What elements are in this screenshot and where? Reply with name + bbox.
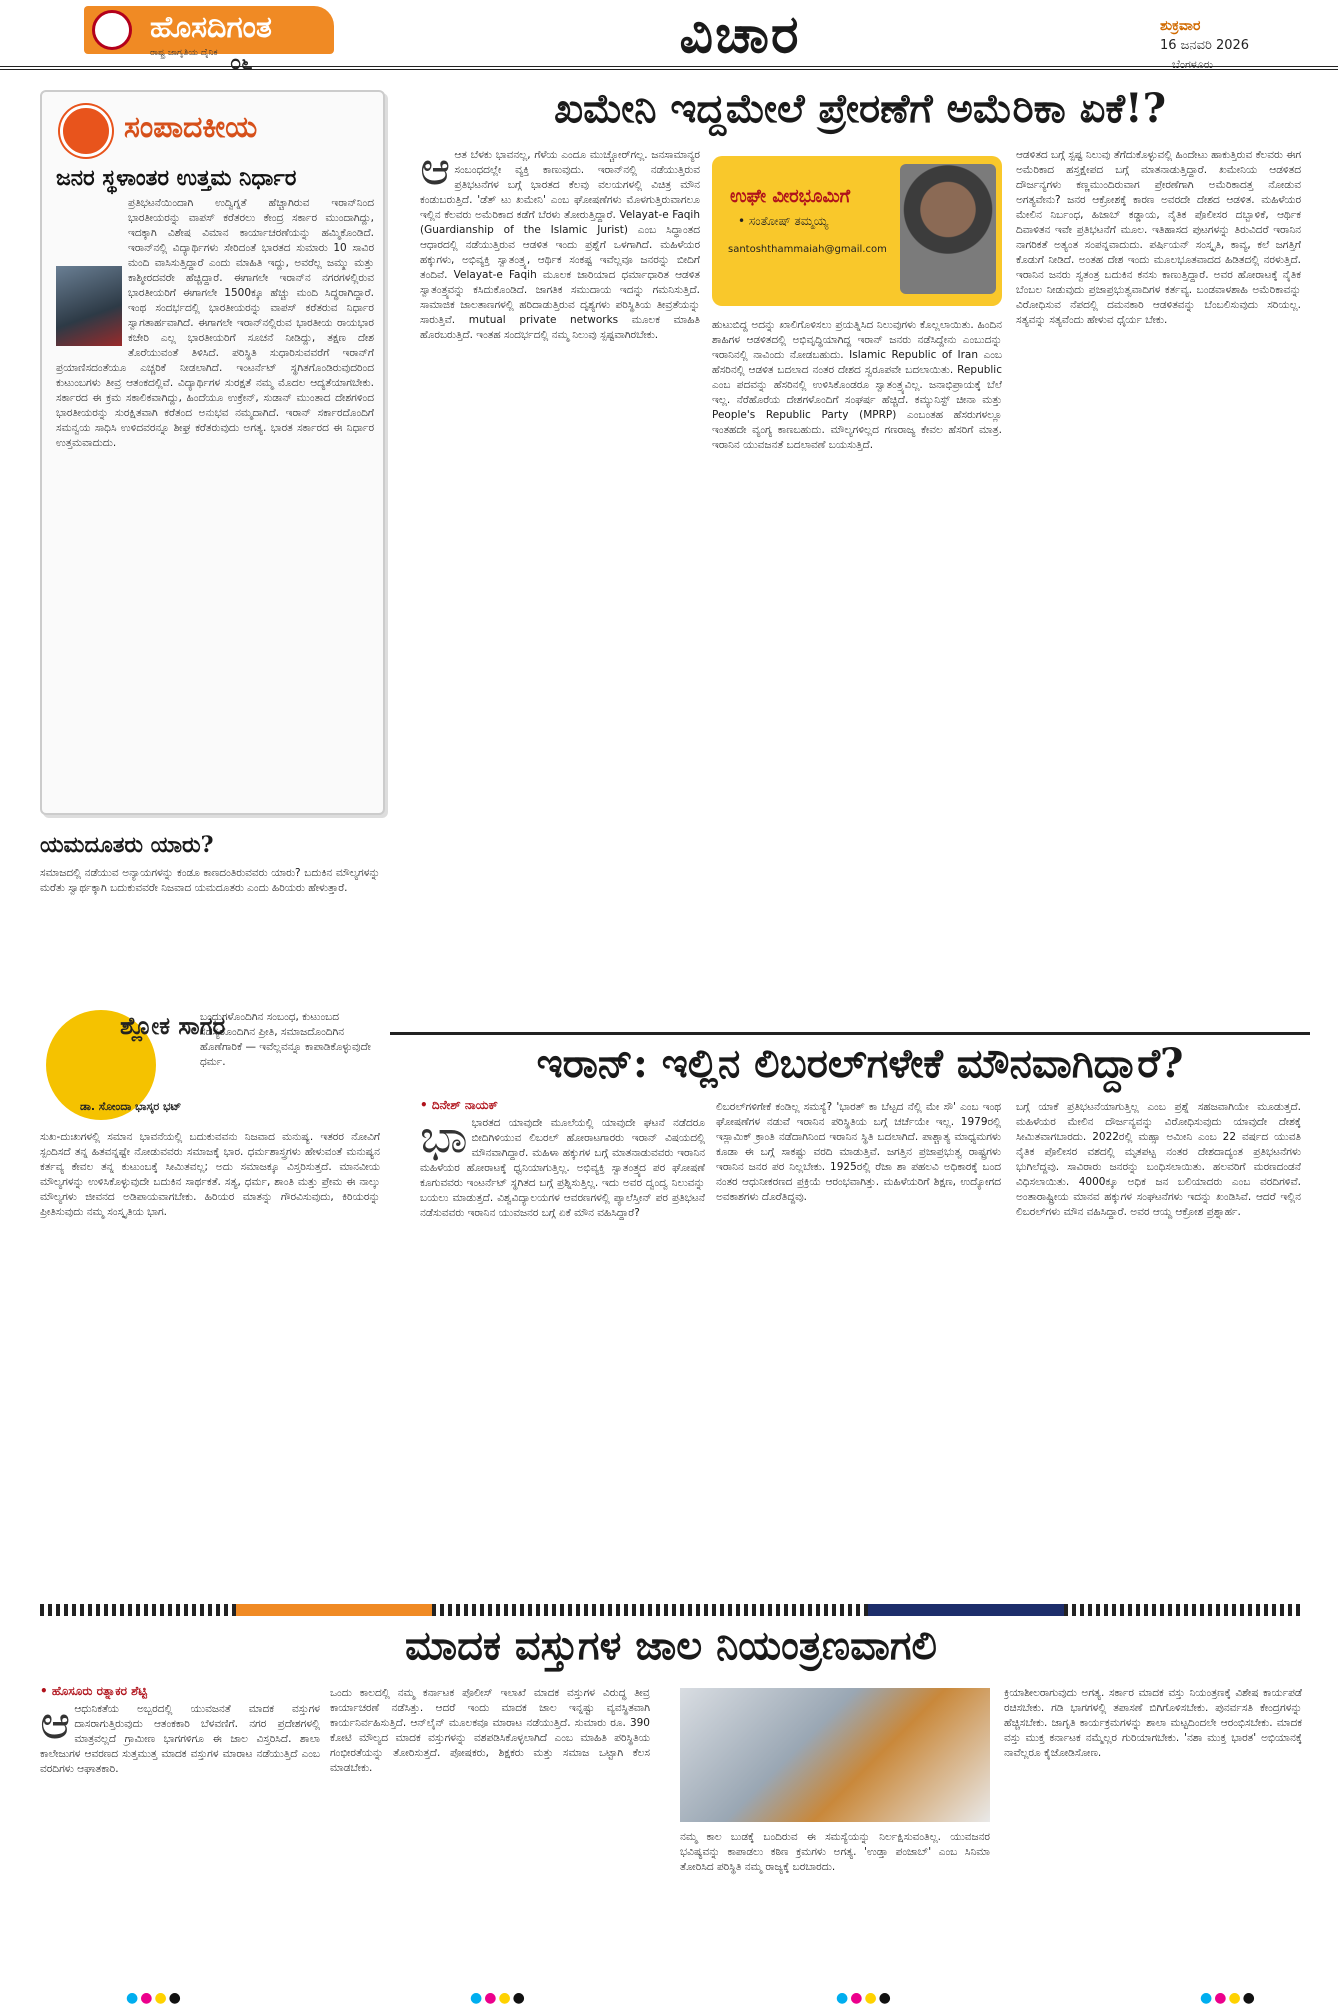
date-day: ಶುಕ್ರವಾರ bbox=[1160, 18, 1201, 34]
yama-body-2: ಸುಖ-ದುಃಖಗಳಲ್ಲಿ ಸಮಾನ ಭಾವನೆಯಲ್ಲಿ ಬದುಕುವವನು ನಿಜವಾದ ಮನುಷ್ಯ. ಇತರರ ನೋವಿಗೆ ಸ್ಪಂದಿಸದೆ ತನ್ನ ಹಿತವನ್ನಷ್ಟೇ ನೋಡುವವರು ಸಮಾಜಕ್ಕೆ ಭಾರ. ಧರ್ಮಶಾಸ್ತ್ರಗಳು ಹೇಳುವಂತೆ ಮನುಷ್ಯನ ಕರ್ತವ್ಯ ಕೇವಲ ತನ್ನ ಕುಟುಂಬಕ್ಕೆ ಸೀಮಿತವಲ್ಲ; ಅದು ಸಮಾಜಕ್ಕೂ ವಿಸ್ತರಿಸುತ್ತದೆ. ಮಾನವೀಯ ಮೌಲ್ಯಗಳನ್ನು ಉಳಿಸಿಕೊಳ್ಳುವುದೇ ಬದುಕಿನ ಸಾರ್ಥಕತೆ. ಸತ್ಯ, ಧರ್ಮ, ಶಾಂತಿ ಮತ್ತು ಪ್ರೇಮ ಈ ನಾಲ್ಕು ಮೌಲ್ಯಗಳು ಜೀವನದ ಅಡಿಪಾಯವಾಗಬೇಕು. ಹಿರಿಯರ ಮಾತನ್ನು ಗೌರವಿಸುವುದು, ಕಿರಿಯರನ್ನು ಪ್ರೀತಿಸುವುದು ನಮ್ಮ ಸಂಸ್ಕೃತಿಯ ಭಾಗ. bbox=[40, 1131, 380, 1218]
color-bar bbox=[40, 1604, 1302, 1616]
registration-marks: ●●●● bbox=[836, 1990, 893, 2006]
iran-dropcap: ಭಾ bbox=[420, 1116, 468, 1163]
date-city: ಬೆಂಗಳೂರು bbox=[1172, 58, 1214, 71]
logo-tagline: ರಾಷ್ಟ್ರ ಜಾಗೃತಿಯ ದೈನಿಕ bbox=[150, 48, 218, 58]
iran-column-1 bbox=[420, 1116, 705, 1596]
section-title: ವಿಚಾರ bbox=[679, 4, 801, 65]
newspaper-logo[interactable]: ಹೊಸದಿಗಂತ bbox=[84, 6, 334, 54]
iran-column-1-text: ಭಾರತದ ಯಾವುದೇ ಮೂಲೆಯಲ್ಲಿ ಯಾವುದೇ ಘಟನೆ ನಡೆದರೂ ಬೀದಿಗಿಳಿಯುವ ಲಿಬರಲ್ ಹೋರಾಟಗಾರರು ಇರಾನ್ ವಿಷಯದಲ್ಲಿ ಮೌನವಾಗಿದ್ದಾರೆ. ಮಹಿಳಾ ಹಕ್ಕುಗಳ ಬಗ್ಗೆ ಮಾತನಾಡುವವರು ಇರಾನಿನ ಮಹಿಳೆಯರ ಹೋರಾಟಕ್ಕೆ ಧ್ವನಿಯಾಗುತ್ತಿಲ್ಲ. ಅಭಿವ್ಯಕ್ತಿ ಸ್ವಾತಂತ್ರ್ಯದ ಪರ ಘೋಷಣೆ ಕೂಗುವವರು ಇಂಟರ್ನೆಟ್ ಸ್ಥಗಿತದ ಬಗ್ಗೆ ಪ್ರಶ್ನಿಸುತ್ತಿಲ್ಲ. ಇದು ಅವರ ದ್ವಂದ್ವ ನಿಲುವನ್ನು ಬಯಲು ಮಾಡುತ್ತದೆ. ವಿಶ್ವವಿದ್ಯಾಲಯಗಳ ಆವರಣಗಳಲ್ಲಿ ಪ್ಯಾಲೆಸ್ತೀನ್ ಪರ ಪ್ರತಿಭಟನೆ ನಡೆಸುವವರು ಇರಾನಿನ ಯುವಜನರ ಬಗ್ಗೆ ಏಕೆ ಮೌನ ವಹಿಸಿದ್ದಾರೆ? bbox=[420, 1117, 705, 1219]
lead-column-1 bbox=[420, 148, 700, 1028]
drug-column-1-text: ಆಧುನಿಕತೆಯ ಅಬ್ಬರದಲ್ಲಿ ಯುವಜನತೆ ಮಾದಕ ವಸ್ತುಗಳ ದಾಸರಾಗುತ್ತಿರುವುದು ಆತಂಕಕಾರಿ ಬೆಳವಣಿಗೆ. ನಗರ ಪ್ರದೇಶಗಳಲ್ಲಿ ಮಾತ್ರವಲ್ಲದೆ ಗ್ರಾಮೀಣ ಭಾಗಗಳಿಗೂ ಈ ಜಾಲ ವಿಸ್ತರಿಸಿದೆ. ಶಾಲಾ ಕಾಲೇಜುಗಳ ಆವರಣದ ಸುತ್ತಮುತ್ತ ಮಾದಕ ವಸ್ತುಗಳ ಮಾರಾಟ ನಡೆಯುತ್ತಿದೆ ಎಂಬ ವರದಿಗಳು ಆಘಾತಕಾರಿ. bbox=[40, 1703, 320, 1775]
drug-column-2: ಒಂದು ಕಾಲದಲ್ಲಿ ನಮ್ಮ ಕರ್ನಾಟಕ ಪೊಲೀಸ್ ಇಲಾಖೆ ಮಾದಕ ವಸ್ತುಗಳ ವಿರುದ್ಧ ತೀವ್ರ ಕಾರ್ಯಾಚರಣೆ ನಡೆಸಿತ್ತು. ಆದರೆ ಇಂದು ಮಾದಕ ಜಾಲ ಇನ್ನಷ್ಟು ವ್ಯವಸ್ಥಿತವಾಗಿ ಕಾರ್ಯನಿರ್ವಹಿಸುತ್ತಿದೆ. ಆನ್‌ಲೈನ್ ಮೂಲಕವೂ ಮಾರಾಟ ನಡೆಯುತ್ತಿದೆ. ಸುಮಾರು ರೂ. 390 ಕೋಟಿ ಮೌಲ್ಯದ ಮಾದಕ ವಸ್ತುಗಳನ್ನು ವಶಪಡಿಸಿಕೊಳ್ಳಲಾಗಿದೆ ಎಂಬ ಮಾಹಿತಿ ಪರಿಸ್ಥಿತಿಯ ಗಂಭೀರತೆಯನ್ನು ತೋರಿಸುತ್ತದೆ. ಪೋಷಕರು, ಶಿಕ್ಷಕರು ಮತ್ತು ಸಮಾಜ ಒಟ್ಟಾಗಿ ಕೆಲಸ ಮಾಡಬೇಕು. bbox=[330, 1687, 650, 1774]
shloka-label: ಶ್ಲೋಕ ಸಾಗರ bbox=[120, 1011, 226, 1040]
page-number: ೦೬ bbox=[230, 50, 253, 74]
color-bar-navy bbox=[868, 1604, 1064, 1616]
drug-column-4: ಕ್ರಿಯಾಶೀಲರಾಗುವುದು ಅಗತ್ಯ. ಸರ್ಕಾರ ಮಾದಕ ವಸ್ತು ನಿಯಂತ್ರಣಕ್ಕೆ ವಿಶೇಷ ಕಾರ್ಯಪಡೆ ರಚಿಸಬೇಕು. ಗಡಿ ಭಾಗಗಳಲ್ಲಿ ತಪಾಸಣೆ ಬಿಗಿಗೊಳಿಸಬೇಕು. ಪುನರ್ವಸತಿ ಕೇಂದ್ರಗಳನ್ನು ಹೆಚ್ಚಿಸಬೇಕು. ಜಾಗೃತಿ ಕಾರ್ಯಕ್ರಮಗಳನ್ನು ಶಾಲಾ ಮಟ್ಟದಿಂದಲೇ ಆರಂಭಿಸಬೇಕು. ಮಾದಕ ವಸ್ತು ಮುಕ್ತ ಕರ್ನಾಟಕ ನಮ್ಮೆಲ್ಲರ ಗುರಿಯಾಗಬೇಕು. 'ನಶಾ ಮುಕ್ತ ಭಾರತ' ಅಭಿಯಾನಕ್ಕೆ ನಾವೆಲ್ಲರೂ ಕೈಜೋಡಿಸೋಣ. bbox=[1004, 1687, 1302, 1759]
columnist-title: ಉಘೇ ವೀರಭೂಮಿಗೆ bbox=[730, 186, 851, 207]
columnist-photo bbox=[900, 164, 996, 294]
registration-marks: ●●●● bbox=[126, 1990, 183, 2006]
yama-title[interactable]: ಯಮದೂತರು ಯಾರು? bbox=[40, 832, 214, 858]
editorial-body bbox=[56, 196, 374, 806]
drug-headline[interactable]: ಮಾದಕ ವಸ್ತುಗಳ ಜಾಲ ನಿಯಂತ್ರಣವಾಗಲಿ bbox=[404, 1622, 938, 1669]
iran-column-2: ಲಿಬರಲ್‌ಗಳಿಗೇಕೆ ಕಂಡಿಲ್ಲ ಸಮಸ್ಯೆ? 'ಭಾರತ್ ಕಾ ಬೆಟ್ಟದ ನೆಲ್ಲಿ ಮೇ ಸೌ' ಎಂಬ ಇಂಥ ಘೋಷಣೆಗಳ ನಡುವೆ ಇರಾನಿನ ಪರಿಸ್ಥಿತಿಯ ಬಗ್ಗೆ ಚರ್ಚೆಯೇ ಇಲ್ಲ. 1979ರಲ್ಲಿ ಇಸ್ಲಾಮಿಕ್ ಕ್ರಾಂತಿ ನಡೆದಾಗಿನಿಂದ ಇರಾನಿನ ಸ್ಥಿತಿ ಬದಲಾಗಿದೆ. ಪಾಶ್ಚಾತ್ಯ ಮಾಧ್ಯಮಗಳು ಕೂಡಾ ಈ ಬಗ್ಗೆ ಸಾಕಷ್ಟು ವರದಿ ಮಾಡುತ್ತಿವೆ. ಜಗತ್ತಿನ ಪ್ರಜಾಪ್ರಭುತ್ವ ರಾಷ್ಟ್ರಗಳು ಇರಾನಿನ ಜನರ ಪರ ನಿಲ್ಲಬೇಕು. 1925ರಲ್ಲಿ ರೆಜಾ ಶಾ ಪಹಲವಿ ಅಧಿಕಾರಕ್ಕೆ ಬಂದ ನಂತರ ಆಧುನೀಕರಣದ ಪ್ರಕ್ರಿಯೆ ಆರಂಭವಾಗಿತ್ತು. ಮಹಿಳೆಯರಿಗೆ ಶಿಕ್ಷಣ, ಉದ್ಯೋಗದ ಅವಕಾಶಗಳು ದೊರೆತಿದ್ದವು. bbox=[716, 1101, 1001, 1203]
editorial-headline[interactable]: ಜನರ ಸ್ಥಳಾಂತರ ಉತ್ತಮ ನಿರ್ಧಾರ bbox=[56, 165, 297, 191]
lead-headline[interactable]: ಖಮೇನಿ ಇದ್ದಮೇಲೆ ಪ್ರೇರಣೆಗೆ ಅಮೆರಿಕಾ ಏಕೆ!? bbox=[553, 85, 1167, 132]
editorial-photo bbox=[56, 266, 122, 346]
columnist-byline: • ಸಂತೋಷ್ ತಮ್ಮಯ್ಯ bbox=[738, 214, 829, 228]
shloka-author: ಡಾ. ಸೋಂದಾ ಭಾಸ್ಕರ ಭಟ್ bbox=[80, 1100, 182, 1113]
color-bar-orange bbox=[236, 1604, 432, 1616]
drug-column-3: ನಮ್ಮ ಕಾಲ ಬುಡಕ್ಕೆ ಬಂದಿರುವ ಈ ಸಮಸ್ಯೆಯನ್ನು ನಿರ್ಲಕ್ಷಿಸುವಂತಿಲ್ಲ. ಯುವಜನರ ಭವಿಷ್ಯವನ್ನು ಕಾಪಾಡಲು ಕಠಿಣ ಕ್ರಮಗಳು ಅಗತ್ಯ. 'ಉಡ್ತಾ ಪಂಜಾಬ್' ಎಂಬ ಸಿನಿಮಾ ತೋರಿಸಿದ ಪರಿಸ್ಥಿತಿ ನಮ್ಮ ರಾಜ್ಯಕ್ಕೆ ಬರಬಾರದು. bbox=[680, 1831, 990, 1873]
editorial-emblem-icon bbox=[60, 105, 112, 157]
registration-marks: ●●●● bbox=[1200, 1990, 1257, 2006]
iran-byline: • ದಿನೇಶ್ ನಾಯಕ್ bbox=[420, 1098, 498, 1112]
drug-column-1 bbox=[40, 1702, 320, 1992]
columnist-email[interactable]: santoshthammaiah@gmail.com bbox=[728, 244, 887, 255]
logo-emblem-icon bbox=[92, 10, 132, 50]
yama-body: ಸಮಾಜದಲ್ಲಿ ನಡೆಯುವ ಅನ್ಯಾಯಗಳನ್ನು ಕಂಡೂ ಕಾಣದಂತಿರುವವರು ಯಾರು? ಬದುಕಿನ ಮೌಲ್ಯಗಳನ್ನು ಮರೆತು ಸ್ವಾರ್ಥಕ್ಕಾಗಿ ಬದುಕುವವರೇ ನಿಜವಾದ ಯಮದೂತರು ಎಂದು ಹಿರಿಯರು ಹೇಳುತ್ತಾರೆ. bbox=[40, 867, 380, 894]
editorial-body-text: ಪ್ರತಿಭಟನೆಯಿಂದಾಗಿ ಉದ್ವಿಗ್ನತೆ ಹೆಚ್ಚಾಗಿರುವ ಇರಾನ್‌ನಿಂದ ಭಾರತೀಯರನ್ನು ವಾಪಸ್ ಕರೆತರಲು ಕೇಂದ್ರ ಸರ್ಕಾರ ಮುಂದಾಗಿದ್ದು, ಇದಕ್ಕಾಗಿ ವಿಶೇಷ ವಿಮಾನ ಕಾರ್ಯಾಚರಣೆಯನ್ನು ಹಮ್ಮಿಕೊಂಡಿದೆ. ಇರಾನ್‌ನಲ್ಲಿ ವಿದ್ಯಾರ್ಥಿಗಳು ಸೇರಿದಂತೆ ಭಾರತದ ಸುಮಾರು 10 ಸಾವಿರ ಮಂದಿ ವಾಸಿಸುತ್ತಿದ್ದಾರೆ ಎಂದು ಮಾಹಿತಿ ಇದ್ದು, ಅವರೆಲ್ಲ ಜಮ್ಮು ಮತ್ತು ಕಾಶ್ಮೀರದವರೇ ಹೆಚ್ಚಿದ್ದಾರೆ. ಈಗಾಗಲೇ ಇರಾನ್‌ನ ನಗರಗಳಲ್ಲಿರುವ ಭಾರತೀಯರಿಗೆ ಈಗಾಗಲೇ 1500ಕ್ಕೂ ಹೆಚ್ಚು ಮಂದಿ ಸಿದ್ಧರಾಗಿದ್ದಾರೆ. ಇಂಥ ಸಂದರ್ಭದಲ್ಲಿ ಭಾರತೀಯರನ್ನು ವಾಪಸ್ ಕರೆತರುವ ನಿರ್ಧಾರ ಸ್ವಾಗತಾರ್ಹವಾಗಿದೆ. ಈಗಾಗಲೇ ಇರಾನ್‌ನಲ್ಲಿರುವ ಭಾರತೀಯ ರಾಯಭಾರ ಕಚೇರಿ ಎಲ್ಲ ಭಾರತೀಯರಿಗೆ ಸೂಚನೆ ನೀಡಿದ್ದು, ತಕ್ಷಣ ದೇಶ ತೊರೆಯುವಂತೆ ತಿಳಿಸಿದೆ. ಪರಿಸ್ಥಿತಿ ಸುಧಾರಿಸುವವರೆಗೆ ಇರಾನ್‌ಗೆ ಪ್ರಯಾಣಿಸದಂತೆಯೂ ಎಚ್ಚರಿಕೆ ನೀಡಲಾಗಿದೆ. ಇಂಟರ್ನೆಟ್ ಸ್ಥಗಿತಗೊಂಡಿರುವುದರಿಂದ ಕುಟುಂಬಗಳು ತೀವ್ರ ಆತಂಕದಲ್ಲಿವೆ. ವಿದ್ಯಾರ್ಥಿಗಳ ಸುರಕ್ಷತೆ ನಮ್ಮ ಮೊದಲ ಆದ್ಯತೆಯಾಗಬೇಕು. ಸರ್ಕಾರದ ಈ ಕ್ರಮ ಸಕಾಲಿಕವಾಗಿದ್ದು, ಹಿಂದೆಯೂ ಉಕ್ರೇನ್, ಸುಡಾನ್ ಮುಂತಾದ ದೇಶಗಳಿಂದ ಭಾರತೀಯರನ್ನು ಸುರಕ್ಷಿತವಾಗಿ ಕರೆತಂದ ಅನುಭವ ನಮ್ಮದಾಗಿದೆ. ಇರಾನ್ ಸರ್ಕಾರದೊಂದಿಗೆ ಸಮನ್ವಯ ಸಾಧಿಸಿ ಉಳಿದವರನ್ನೂ ಶೀಘ್ರ ಕರೆತರುವುದು ಅಗತ್ಯ. ಭಾರತ ಸರ್ಕಾರದ ಈ ನಿರ್ಧಾರ ಉತ್ತಮವಾದುದು. bbox=[56, 197, 374, 449]
section-divider bbox=[390, 1032, 1310, 1035]
drug-dropcap: ಆ bbox=[40, 1702, 71, 1749]
date-full: 16 ಜನವರಿ 2026 bbox=[1160, 38, 1250, 53]
drug-byline: • ಹೊಸೂರು ರತ್ನಾಕರ ಶೆಟ್ಟಿ bbox=[40, 1684, 147, 1698]
drug-photo bbox=[680, 1688, 990, 1822]
lead-column-1-text: ಆತ ಬೆಳಕು ಭಾವನಲ್ಲ, ಗೆಳೆಯ ಎಂದೂ ಮುಚ್ಚೋರ್‌ಗಲ್ಲ. ಜನಸಾಮಾನ್ಯರ ಸಂಬಂಧದಲ್ಲೇ ವ್ಯಕ್ತಿ ಕಾಣುವುದು. ಇರಾನ್‌ನಲ್ಲಿ ನಡೆಯುತ್ತಿರುವ ಪ್ರತಿಭಟನೆಗಳ ಬಗ್ಗೆ ಭಾರತದ ಕೆಲವು ವಲಯಗಳಲ್ಲಿ ವಿಚಿತ್ರ ಮೌನ ಕಂಡುಬರುತ್ತಿದೆ. 'ಡೆತ್ ಟು ಖಮೇನಿ' ಎಂಬ ಘೋಷಣೆಗಳು ಮೊಳಗುತ್ತಿರುವಾಗಲೂ ಇಲ್ಲಿನ ಕೆಲವರು ಅಮೆರಿಕಾದ ಕಡೆಗೆ ಬೆರಳು ತೋರುತ್ತಿದ್ದಾರೆ. Velayat-e Faqih (Guardianship of the Islamic Jurist) ಎಂಬ ಸಿದ್ಧಾಂತದ ಆಧಾರದಲ್ಲಿ ನಡೆಯುತ್ತಿರುವ ಆಡಳಿತ ಇಂದು ಪ್ರಶ್ನೆಗೆ ಒಳಗಾಗಿದೆ. ಮಹಿಳೆಯರ ಹಕ್ಕುಗಳು, ಅಭಿವ್ಯಕ್ತಿ ಸ್ವಾತಂತ್ರ್ಯ, ಆರ್ಥಿಕ ಸಂಕಷ್ಟ ಇವೆಲ್ಲವೂ ಜನರನ್ನು ಬೀದಿಗೆ ತಂದಿವೆ. Velayat-e Faqih ಮೂಲಕ ಜಾರಿಯಾದ ಧರ್ಮಾಧಾರಿತ ಆಡಳಿತ ಸ್ವಾತಂತ್ರ್ಯವನ್ನು ಕಸಿದುಕೊಂಡಿದೆ. ಜಾಗತಿಕ ಸಮುದಾಯ ಇದನ್ನು ಗಮನಿಸುತ್ತಿದೆ. ಸಾಮಾಜಿಕ ಜಾಲತಾಣಗಳಲ್ಲಿ ಹರಿದಾಡುತ್ತಿರುವ ದೃಶ್ಯಗಳು ಪರಿಸ್ಥಿತಿಯ ತೀವ್ರತೆಯನ್ನು ಸಾರುತ್ತಿವೆ. mutual private networks ಮೂಲಕ ಮಾಹಿತಿ ಹೊರಬರುತ್ತಿದೆ. ಇಂತಹ ಸಂದರ್ಭದಲ್ಲಿ ನಮ್ಮ ನಿಲುವು ಸ್ಪಷ್ಟವಾಗಿರಬೇಕು. bbox=[420, 149, 700, 341]
lead-dropcap: ಆ bbox=[420, 148, 451, 195]
registration-marks: ●●●● bbox=[470, 1990, 527, 2006]
iran-column-3: ಬಗ್ಗೆ ಯಾಕೆ ಪ್ರತಿಭಟನೆಯಾಗುತ್ತಿಲ್ಲ ಎಂಬ ಪ್ರಶ್ನೆ ಸಹಜವಾಗಿಯೇ ಮೂಡುತ್ತದೆ. ಮಹಿಳೆಯರ ಮೇಲಿನ ದೌರ್ಜನ್ಯವನ್ನು ವಿರೋಧಿಸುವುದು ಯಾವುದೇ ದೇಶಕ್ಕೆ ಸೀಮಿತವಾಗಬಾರದು. 2022ರಲ್ಲಿ ಮಹ್ಸಾ ಅಮೀನಿ ಎಂಬ 22 ವರ್ಷದ ಯುವತಿ ನೈತಿಕ ಪೊಲೀಸರ ವಶದಲ್ಲಿ ಮೃತಪಟ್ಟ ನಂತರ ದೇಶದಾದ್ಯಂತ ಪ್ರತಿಭಟನೆಗಳು ಭುಗಿಲೆದ್ದವು. ಸಾವಿರಾರು ಜನರನ್ನು ಬಂಧಿಸಲಾಯಿತು. ಹಲವರಿಗೆ ಮರಣದಂಡನೆ ವಿಧಿಸಲಾಯಿತು. 4000ಕ್ಕೂ ಅಧಿಕ ಜನ ಬಲಿಯಾದರು ಎಂಬ ವರದಿಗಳಿವೆ. ಅಂತಾರಾಷ್ಟ್ರೀಯ ಮಾನವ ಹಕ್ಕುಗಳ ಸಂಘಟನೆಗಳು ಇದನ್ನು ಖಂಡಿಸಿವೆ. ಆದರೆ ಇಲ್ಲಿನ ಲಿಬರಲ್‌ಗಳು ಮೌನ ವಹಿಸಿದ್ದಾರೆ. ಅವರ ಆಯ್ದ ಆಕ್ರೋಶ ಪ್ರಶ್ನಾರ್ಹ. bbox=[1016, 1101, 1301, 1218]
iran-headline[interactable]: ಇರಾನ್: ಇಲ್ಲಿನ ಲಿಬರಲ್‌ಗಳೇಕೆ ಮೌನವಾಗಿದ್ದಾರೆ? bbox=[536, 1040, 1184, 1087]
editorial-label: ಸಂಪಾದಕೀಯ bbox=[124, 110, 258, 145]
lead-column-2: ಹುಟುಬಿದ್ದ ಅದನ್ನು ಖಾಲಿಗೊಳಿಸಲು ಪ್ರಯತ್ನಿಸಿದ ನಿಲುವುಗಳು ಕೊಲ್ಲಲಾಯಿತು. ಹಿಂದಿನ ಶಾಹಿಗಳ ಆಡಳಿತದಲ್ಲಿ ಅಭಿವೃದ್ಧಿಯಾಗಿದ್ದ ಇರಾನ್ ಜನರು ನಡೆಸಿದ್ದೇನು ಎಂಬುದನ್ನು ಇರಾನಿನಲ್ಲಿ ನಾವಿಂದು ನೋಡಬಹುದು. Islamic Republic of Iran ಎಂಬ ಹೆಸರಿನಲ್ಲಿ ಆಡಳಿತ ಬದಲಾದ ನಂತರ ದೇಶದ ಸ್ವರೂಪವೇ ಬದಲಾಯಿತು. Republic ಎಂಬ ಪದವನ್ನು ಹೆಸರಿನಲ್ಲಿ ಉಳಿಸಿಕೊಂಡರೂ ಸ್ವಾತಂತ್ರ್ಯವಿಲ್ಲ. ಜನಾಭಿಪ್ರಾಯಕ್ಕೆ ಬೆಲೆ ಇಲ್ಲ. ನೆರೆಹೊರೆಯ ದೇಶಗಳೊಂದಿಗೆ ಸಂಘರ್ಷ ಹೆಚ್ಚಿದೆ. ಕಮ್ಯುನಿಸ್ಟ್ ಚೀನಾ ಮತ್ತು People's Republic Party (MPRP) ಎಂಬಂತಹ ಹೆಸರುಗಳಲ್ಲೂ ಇಂತಹದೇ ವ್ಯಂಗ್ಯ ಕಾಣಬಹುದು. ಮೌಲ್ಯಗಳಿಲ್ಲದ ಗಣರಾಜ್ಯ ಕೇವಲ ಹೆಸರಿಗೆ ಮಾತ್ರ. ಇರಾನಿನ ಯುವಜನತೆ ಬದಲಾವಣೆ ಬಯಸುತ್ತಿದೆ. bbox=[712, 319, 1002, 451]
lead-column-3: ಆಡಳಿತದ ಬಗ್ಗೆ ಸ್ಪಷ್ಟ ನಿಲುವು ತೆಗೆದುಕೊಳ್ಳುವಲ್ಲಿ ಹಿಂದೇಟು ಹಾಕುತ್ತಿರುವ ಕೆಲವರು ಈಗ ಅಮೆರಿಕಾದ ಹಸ್ತಕ್ಷೇಪದ ಬಗ್ಗೆ ಮಾತನಾಡುತ್ತಿದ್ದಾರೆ. ಖಮೇನಿಯ ಆಡಳಿತದ ದೌರ್ಜನ್ಯಗಳು ಕಣ್ಣಮುಂದಿರುವಾಗ ಪ್ರೇರಣೆಗಾಗಿ ಅಮೆರಿಕಾದತ್ತ ನೋಡುವ ಅಗತ್ಯವೇನು? ಜನರ ಆಕ್ರೋಶಕ್ಕೆ ಕಾರಣ ಅವರದೇ ದೇಶದ ಆಡಳಿತ. ಮಹಿಳೆಯರ ಮೇಲಿನ ನಿರ್ಬಂಧ, ಹಿಜಾಬ್ ಕಡ್ಡಾಯ, ನೈತಿಕ ಪೊಲೀಸರ ದಬ್ಬಾಳಿಕೆ, ಆರ್ಥಿಕ ದಿವಾಳಿತನ ಇವೇ ಪ್ರತಿಭಟನೆಗೆ ಮೂಲ. ಇತಿಹಾಸದ ಪುಟಗಳನ್ನು ತಿರುವಿದರೆ ಇರಾನಿನ ನಾಗರಿಕತೆ ಅತ್ಯಂತ ಸಂಪನ್ನವಾದುದು. ಪರ್ಷಿಯನ್ ಸಂಸ್ಕೃತಿ, ಕಾವ್ಯ, ಕಲೆ ಜಗತ್ತಿಗೆ ಕೊಡುಗೆ ನೀಡಿದೆ. ಅಂತಹ ದೇಶ ಇಂದು ಮೂಲಭೂತವಾದದ ಹಿಡಿತದಲ್ಲಿ ನರಳುತ್ತಿದೆ. ಇರಾನಿನ ಜನರು ಸ್ವತಂತ್ರ ಬದುಕಿನ ಕನಸು ಕಾಣುತ್ತಿದ್ದಾರೆ. ಅವರ ಹೋರಾಟಕ್ಕೆ ನೈತಿಕ ಬೆಂಬಲ ನೀಡುವುದು ಪ್ರಜಾಪ್ರಭುತ್ವವಾದಿಗಳ ಕರ್ತವ್ಯ. ಬಂಡವಾಳಶಾಹಿ ಅಮೆರಿಕಾವನ್ನು ವಿರೋಧಿಸುವ ನೆಪದಲ್ಲಿ ದಮನಕಾರಿ ಆಡಳಿತವನ್ನು ಬೆಂಬಲಿಸುವುದು ಸರಿಯಲ್ಲ. ಸತ್ಯವನ್ನು ಸತ್ಯವೆಂದು ಹೇಳುವ ಧೈರ್ಯ ಬೇಕು. bbox=[1016, 149, 1301, 326]
shloka-text: ಬಂಧುಗಳೊಂದಿಗಿನ ಸಂಬಂಧ, ಕುಟುಂಬದ ಸದಸ್ಯರೊಂದಿಗಿನ ಪ್ರೀತಿ, ಸಮಾಜದೊಂದಿಗಿನ ಹೊಣೆಗಾರಿಕೆ — ಇವೆಲ್ಲವನ್ನೂ ಕಾಪಾಡಿಕೊಳ್ಳುವುದೇ ಧರ್ಮ. bbox=[200, 1011, 371, 1068]
